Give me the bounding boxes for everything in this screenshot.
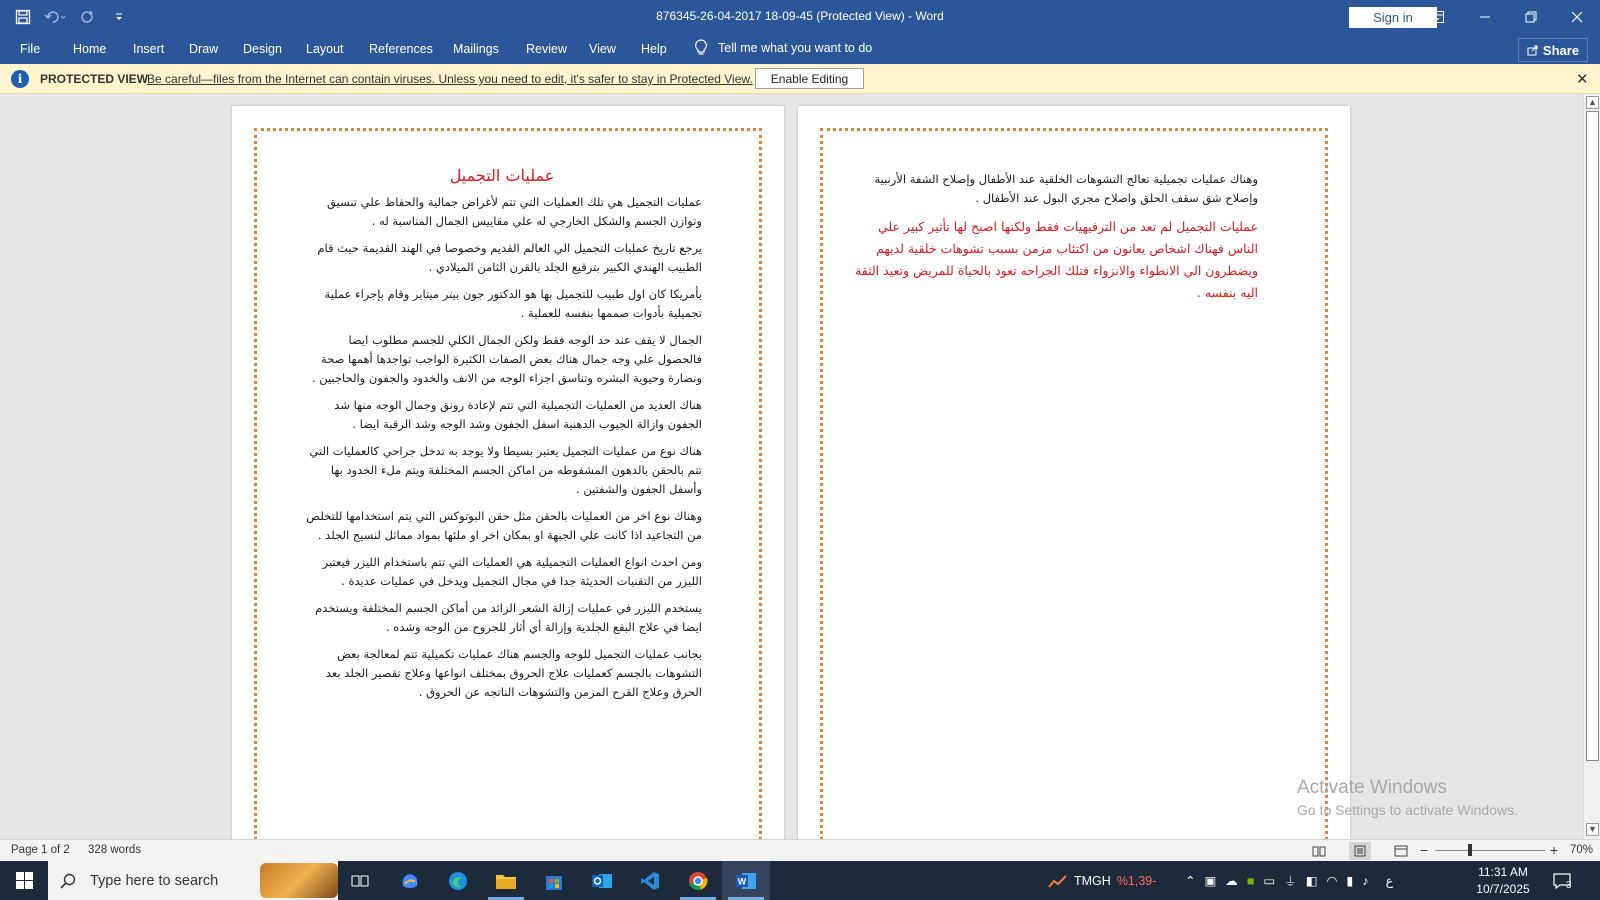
tab-insert[interactable]: Insert bbox=[133, 42, 165, 56]
share-label: Share bbox=[1542, 42, 1580, 58]
vertical-scrollbar[interactable] bbox=[1583, 94, 1600, 839]
input-language[interactable]: ع bbox=[1385, 874, 1394, 888]
wifi-icon[interactable]: ◠ bbox=[1326, 874, 1338, 888]
tab-draw[interactable]: Draw bbox=[189, 42, 219, 56]
tab-view[interactable]: View bbox=[589, 42, 616, 56]
microsoft-store-icon[interactable] bbox=[530, 861, 578, 900]
paragraph: الجمال لا يقف عند حد الوجه فقط ولكن الجمال الكلي للجسم مطلوب ايضا فالحصول علي وجه جمال هناك بعض الصفات الكثيرة الواجب تواجدها أهمها صحة ونضارة وحيوية البشره وتناسق اجزاء الوجه من الانف والخدود والجفون والحاجبين . bbox=[311, 333, 702, 385]
title-bar bbox=[0, 0, 1600, 34]
scroll-down-icon[interactable]: ▼ bbox=[1586, 823, 1599, 836]
nvidia-icon[interactable]: ■ bbox=[1246, 873, 1255, 888]
windows-logo-icon bbox=[16, 872, 33, 889]
close-message-bar-icon[interactable]: ✕ bbox=[1576, 71, 1589, 88]
minimize-icon[interactable] bbox=[1462, 0, 1508, 34]
zoom-slider[interactable] bbox=[1435, 850, 1545, 851]
save-icon[interactable] bbox=[10, 4, 36, 30]
paragraph: وهناك عمليات تجميلية تعالج التشوهات الخلقية عند الأطفال وإصلاح الشفة الأرنبية وإصلاح شق سقف الحلق واصلاح مجري البول عند الأطفال . bbox=[874, 172, 1258, 205]
clock-time: 11:31 AM bbox=[1478, 865, 1528, 879]
usb-icon[interactable]: ⏚ bbox=[1284, 874, 1297, 889]
search-highlight-image bbox=[260, 863, 338, 898]
tab-review[interactable]: Review bbox=[526, 42, 567, 56]
info-icon: i bbox=[11, 70, 29, 88]
enable-editing-button[interactable]: Enable Editing bbox=[755, 68, 864, 89]
clock[interactable] bbox=[1468, 864, 1538, 898]
undo-icon[interactable] bbox=[42, 4, 68, 30]
page-1-content[interactable] bbox=[302, 166, 702, 710]
page-count[interactable]: Page 1 of 2 bbox=[11, 844, 70, 856]
highlighted-paragraph: عمليات التجميل لم تعد من الترفيهيات فقط ولكنها اصبح لها تأثير كبير علي الناس فهناك اشخاص يعانون من اكتئاب مزمن بسبب تشوهات خلقية لديهم ويضطرون الي الانطواء والانزواء فتلك الجراحه تعود بالحياة للمريض وتعيد الثقة اليه بنفسه . bbox=[855, 219, 1258, 300]
ribbon-tabs bbox=[0, 34, 1600, 64]
paragraph: يستخدم الليزر في عمليات إزالة الشعر الزائد من أماكن الجسم المختلفة ويستخدم ايضا في علاج البقع الجلدية وإزالة أي أثار للجروح من الوجه وشده . bbox=[315, 601, 702, 634]
zoom-slider-knob[interactable] bbox=[1468, 844, 1472, 856]
paragraph: يرجع تاريخ عمليات التجميل الي العالم القديم وخصوصا في الهند القديمة حيث قام الطبيب الهندي الكبير بترقيع الجلد بالقرن الثامن الميلادي . bbox=[317, 241, 702, 274]
clock-date: 10/7/2025 bbox=[1476, 882, 1530, 896]
document-heading: عمليات التجميل bbox=[449, 166, 555, 185]
tab-mailings[interactable]: Mailings bbox=[453, 42, 499, 56]
protected-view-bar bbox=[0, 64, 1600, 94]
protected-view-label: PROTECTED VIEW bbox=[40, 72, 149, 86]
paragraph: هناك نوع من عمليات التجميل يعتبر بسيطا ولا يوجد به تدخل جراحي كالعمليات التي تتم بالحقن بالدهون المشفوطه من اماكن الجسم المختلفة ويتم ملء الخدود بها وأسفل الجفون والشفتين . bbox=[309, 444, 702, 496]
share-button[interactable] bbox=[1518, 38, 1588, 62]
taskbar bbox=[0, 861, 1600, 900]
watermark-title: Activate Windows bbox=[1297, 777, 1447, 798]
paragraph: هناك العديد من العمليات التجميلية التي تتم لإعادة رونق وجمال الوجه منها شد الجفون وازالة الجيوب الدهنية اسفل الجفون وشد الوجه وشد الرقبة ايضا . bbox=[334, 398, 702, 431]
meet-icon[interactable]: ◧ bbox=[1305, 874, 1318, 888]
notification-count: 3 bbox=[1566, 880, 1572, 891]
tab-home[interactable]: Home bbox=[73, 42, 107, 56]
zoom-out-button[interactable]: − bbox=[1420, 842, 1429, 858]
start-button[interactable] bbox=[0, 861, 48, 900]
tab-layout[interactable]: Layout bbox=[306, 42, 344, 56]
tell-me-box[interactable] bbox=[694, 39, 872, 56]
tab-design[interactable]: Design bbox=[243, 42, 282, 56]
paragraph: بأمريكا كان اول طبيب للتجميل بها هو الدكتور جون بيتر ميتاير وقام بإجراء عملية تجميلية بأدوات صممها بنفسه للعملية . bbox=[324, 287, 702, 320]
display-icon[interactable]: ▭ bbox=[1263, 874, 1276, 888]
page-2-content[interactable] bbox=[848, 170, 1258, 312]
tab-references[interactable]: References bbox=[369, 42, 433, 56]
volume-icon[interactable]: ♪ bbox=[1362, 873, 1369, 888]
web-layout-icon[interactable] bbox=[1390, 842, 1412, 860]
redo-icon[interactable] bbox=[74, 4, 100, 30]
status-bar bbox=[0, 839, 1600, 861]
edge-icon[interactable] bbox=[434, 861, 482, 900]
weather-text: TMGH bbox=[1074, 873, 1111, 888]
word-count[interactable]: 328 words bbox=[88, 844, 142, 856]
notification-center-icon[interactable] bbox=[1552, 861, 1572, 900]
ribbon-display-icon[interactable] bbox=[1414, 0, 1460, 34]
tab-help[interactable]: Help bbox=[641, 42, 667, 56]
close-icon[interactable] bbox=[1554, 0, 1600, 34]
read-mode-icon[interactable] bbox=[1308, 842, 1330, 860]
quick-access-toolbar bbox=[10, 0, 132, 34]
scrollbar-thumb[interactable] bbox=[1586, 111, 1599, 761]
watermark-subtitle: Go to Settings to activate Windows. bbox=[1297, 802, 1518, 818]
chrome-icon[interactable] bbox=[674, 861, 722, 900]
customize-qat-icon[interactable] bbox=[106, 4, 132, 30]
svg-text:W: W bbox=[737, 876, 747, 886]
share-icon bbox=[1527, 44, 1539, 56]
zoom-level[interactable]: 70% bbox=[1570, 844, 1594, 856]
lightbulb-icon bbox=[694, 39, 708, 56]
tab-file[interactable]: File bbox=[20, 42, 41, 56]
outlook-icon[interactable] bbox=[578, 861, 626, 900]
paragraph: عمليات التجميل هي تلك العمليات التي تتم لأغراض جمالية والحفاظ علي تنسيق وتوازن الجسم والشكل الخارجي له علي مقاييس الجمال المناسبة له . bbox=[327, 195, 702, 228]
paragraph: ومن احدث انواع العمليات التجميلية هي العمليات التي تتم باستخدام الليزر فيعتبر الليزر من التقنيات الحديثة جدا في مجال التجميل ويدخل في عمليات عديدة . bbox=[322, 555, 702, 588]
page-1[interactable] bbox=[232, 106, 784, 839]
stock-chart-icon bbox=[1048, 873, 1068, 889]
tell-me-text: Tell me what you want to do bbox=[718, 40, 873, 55]
search-placeholder: Type here to search bbox=[90, 872, 219, 889]
system-tray bbox=[1185, 861, 1393, 900]
zoom-in-button[interactable]: + bbox=[1550, 842, 1559, 858]
word-icon[interactable] bbox=[722, 861, 770, 900]
paragraph: وهناك نوع اخر من العمليات بالحقن مثل حقن البوتوكس التي يتم استخدامها للتخلص من التجاعيد اذا كانت علي الجبهة او بمكان اخر او ملئها بمواد مماثل لنسيج الجلد . bbox=[306, 509, 702, 542]
print-layout-icon[interactable] bbox=[1349, 842, 1371, 860]
task-view-icon[interactable] bbox=[336, 861, 384, 900]
scroll-up-icon[interactable]: ▲ bbox=[1586, 96, 1599, 109]
camera-icon[interactable]: ▣ bbox=[1204, 874, 1217, 888]
cloud-icon[interactable]: ☁ bbox=[1225, 874, 1238, 888]
weather-widget[interactable] bbox=[1048, 861, 1156, 900]
document-title: 876345-26-04-2017 18-09-45 (Protected View) - Word bbox=[656, 9, 944, 23]
paragraph: بجانب عمليات التجميل للوجه والجسم هناك عمليات تكميلية تتم لمعالجة بعض التشوهات بالجسم كعمليات علاج الحروق بمختلف انواعها وعلاج تقصير الجلد بعد الحرق وعلاج القرح المزمن والتشوهات الناتجه عن الحروق . bbox=[325, 647, 702, 699]
stock-change: %1,39- bbox=[1116, 873, 1157, 888]
activate-windows-watermark bbox=[1297, 777, 1518, 818]
copilot-icon[interactable] bbox=[386, 861, 434, 900]
battery-icon[interactable]: ▮ bbox=[1346, 874, 1354, 888]
restore-icon[interactable] bbox=[1508, 0, 1554, 34]
page-2[interactable] bbox=[798, 106, 1350, 839]
taskbar-search-box[interactable] bbox=[48, 861, 338, 900]
file-explorer-icon[interactable] bbox=[482, 861, 530, 900]
protected-view-message-link[interactable]: Be careful—files from the Internet can contain viruses. Unless you need to edit, it's safer to stay in Protected View. bbox=[147, 72, 753, 86]
show-hidden-icons-icon[interactable]: ⌃ bbox=[1185, 874, 1196, 888]
sign-in-button[interactable]: Sign in bbox=[1349, 7, 1437, 28]
document-area[interactable] bbox=[0, 94, 1583, 839]
search-icon bbox=[60, 873, 76, 889]
vscode-icon[interactable] bbox=[626, 861, 674, 900]
